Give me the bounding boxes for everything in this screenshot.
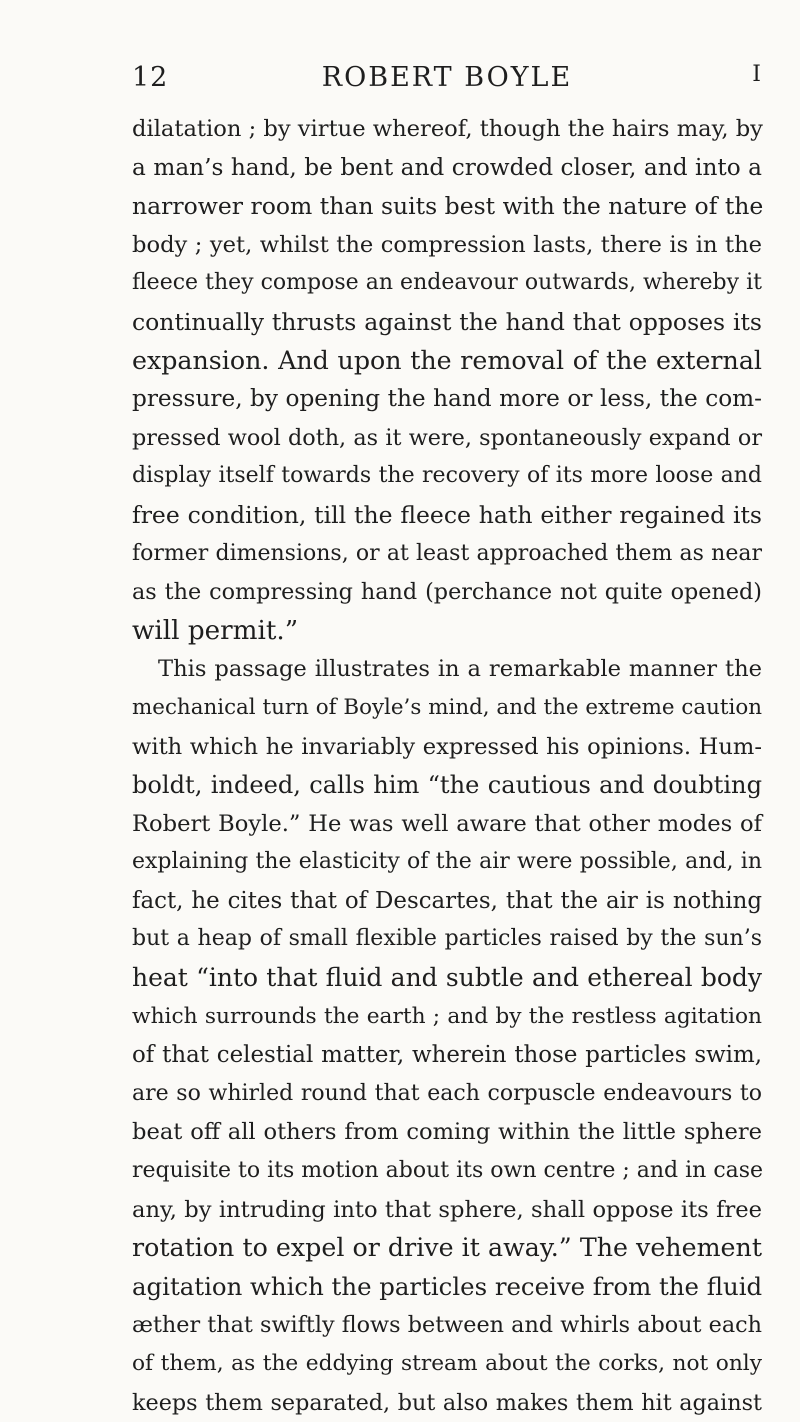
text-line: are so whirled round that each corpuscle endeavours to (132, 1080, 762, 1106)
text-line: keeps them separated, but also makes them hit against (132, 1389, 762, 1416)
text-line: boldt, indeed, calls him “the cautious and doubting (132, 771, 762, 800)
text-line: will permit.” (132, 615, 299, 646)
text-line: which surrounds the earth ; and by the restless agitation (132, 1003, 762, 1029)
text-line: This passage illustrates in a remarkable manner the (158, 656, 762, 683)
body-text (132, 110, 762, 1422)
text-line: æther that swiftly flows between and whirls about each (132, 1312, 762, 1339)
text-line: mechanical turn of Boyle’s mind, and the extreme caution (132, 694, 762, 720)
page-number: 12 (132, 62, 169, 93)
text-line: of that celestial matter, wherein those particles swim, (132, 1042, 762, 1069)
text-line: fact, he cites that of Descartes, that the air is nothing (132, 887, 762, 914)
text-line: body ; yet, whilst the compression lasts, there is in the (132, 231, 762, 258)
text-line: beat off all others from coming within the little sphere (132, 1119, 762, 1146)
text-line: requisite to its motion about its own centre ; and in case (132, 1158, 764, 1184)
text-line: rotation to expel or drive it away.” The vehement (132, 1233, 762, 1263)
text-line: any, by intruding into that sphere, shall oppose its free (132, 1196, 762, 1223)
text-line: Robert Boyle.” He was well aware that other modes of (132, 810, 762, 837)
text-line: but a heap of small flexible particles raised by the sun’s (132, 926, 762, 952)
text-line: narrower room than suits best with the nature of the (132, 192, 764, 221)
text-line: fleece they compose an endeavour outwards, whereby it (132, 270, 762, 296)
text-line: a man’s hand, be bent and crowded closer, and into a (132, 153, 762, 181)
text-line: with which he invariably expressed his opinions. Hum- (132, 733, 762, 760)
text-line: former dimensions, or at least approached them as near (132, 540, 762, 566)
text-line: of them, as the eddying stream about the corks, not only (132, 1351, 762, 1376)
text-line: heat “into that fluid and subtle and ethereal body (132, 963, 762, 993)
running-head (132, 62, 762, 102)
text-line: as the compressing hand (perchance not quite opened) (132, 579, 762, 606)
text-line: agitation which the particles receive from the fluid (132, 1271, 763, 1301)
text-line: pressed wool doth, as it were, spontaneously expand or (132, 424, 762, 451)
text-line: pressure, by opening the hand more or less, the com- (132, 385, 762, 413)
text-line: expansion. And upon the removal of the external (132, 345, 762, 375)
text-line: dilatation ; by virtue whereof, though the hairs may, by (132, 116, 763, 142)
chapter-number: I (752, 62, 762, 87)
text-line: continually thrusts against the hand that opposes its (132, 307, 762, 336)
text-line: display itself towards the recovery of its more loose and (132, 463, 762, 489)
text-line: free condition, till the fleece hath either regained its (132, 500, 762, 529)
text-line: explaining the elasticity of the air were possible, and, in (132, 849, 762, 875)
running-title: ROBERT BOYLE (321, 62, 573, 93)
